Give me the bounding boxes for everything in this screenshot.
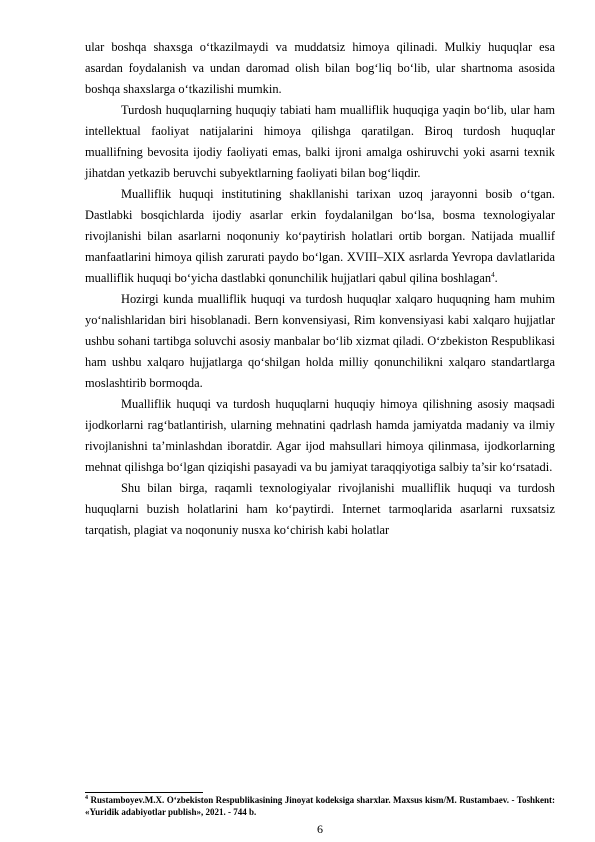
paragraph-copyright-history-text: Mualliflik huquqi institutining shakllanishi tarixan uzoq jarayonni bosib o‘tgan. Dastlabki bosqichlarda ijodiy asarlar erkin foydalanilgan bo‘lsa, bosma texnologiyalar rivojlanishi bilan asarlarni noqonuniy ko‘paytirish holatlari ortib borgan. Natijada muallif manfaatlarini himoya qilish zarurati paydo bo‘lgan. XVIII–XIX asrlarda Yevropa davlatlarida mualliflik huquqi bo‘yicha dastlabki qonunchilik hujjatlari qabul qilina boshlagan [85,187,555,285]
page-number: 6 [317,822,323,836]
paragraph-international-law: Hozirgi kunda mualliflik huquqi va turdosh huquqlar xalqaro huquqning ham muhim yo‘nalishlaridan biri hisoblanadi. Bern konvensiyasi, Rim konvensiyasi kabi xalqaro hujjatlar ushbu sohani tartibga soluvchi asosiy manbalar bo‘lib xizmat qiladi. O‘zbekiston Respublikasi ham ushbu xalqaro hujjatlarga qo‘shilgan holda milliy qonunchilikni xalqaro standartlarga moslashtirib bormoqda. [85,292,555,390]
paragraph-continuation: ular boshqa shaxsga o‘tkazilmaydi va muddatsiz himoya qilinadi. Mulkiy huquqlar esa asardan foydalanish va undan daromad olish bilan bog‘liq bo‘lib, ular shartnoma asosida boshqa shaxslarga o‘tkazilishi mumkin. [85,40,555,96]
footnote-reference[interactable]: 4 [491,270,495,279]
footnote-number: 4 [85,795,88,801]
document-body [85,37,555,541]
paragraph-protection-purpose: Mualliflik huquqi va turdosh huquqlarni huquqiy himoya qilishning asosiy maqsadi ijodkorlarni rag‘batlantirish, ularning mehnatini qadrlash hamda jamiyatda madaniy va ilmiy rivojlanishni ta’minlashdan iboratdir. Agar ijod mahsullari himoya qilinmasa, ijodkorlarning mehnat qilishga bo‘lgan qiziqishi pasayadi va bu jamiyat taraqqiyotiga salbiy ta’sir ko‘rsatadi. [85,397,555,474]
paragraph-digital-technologies: Shu bilan birga, raqamli texnologiyalar rivojlanishi mualliflik huquqi va turdosh huquqlarni buzish holatlarini ham ko‘paytirdi. Internet tarmoqlarida asarlarni ruxsatsiz tarqatish, plagiat va noqonuniy nusxa ko‘chirish kabi holatlar [85,481,555,537]
footnote-text: Rustamboyev.M.X. O‘zbekiston Respublikasining Jinoyat kodeksiga sharxlar. Maxsus kism/M. Rustambaev. - Toshkent: «Yuridik adabiyotlar publish», 2021. - 744 b. [85,795,555,817]
footnote-divider [85,792,203,793]
footnote [85,795,555,818]
paragraph-copyright-history-tail: . [494,271,498,285]
paragraph-related-rights-nature: Turdosh huquqlarning huquqiy tabiati ham mualliflik huquqiga yaqin bo‘lib, ular ham intellektual faoliyat natijalarini himoya qilishga qaratilgan. Biroq turdosh huquqlar muallifning bevosita ijodiy faoliyati emas, balki ijroni amalga oshiruvchi yoki asarni texnik jihatdan yetkazib beruvchi subyektlarning faoliyati bilan bog‘liqdir. [85,103,555,180]
paragraph-copyright-history [85,184,555,289]
